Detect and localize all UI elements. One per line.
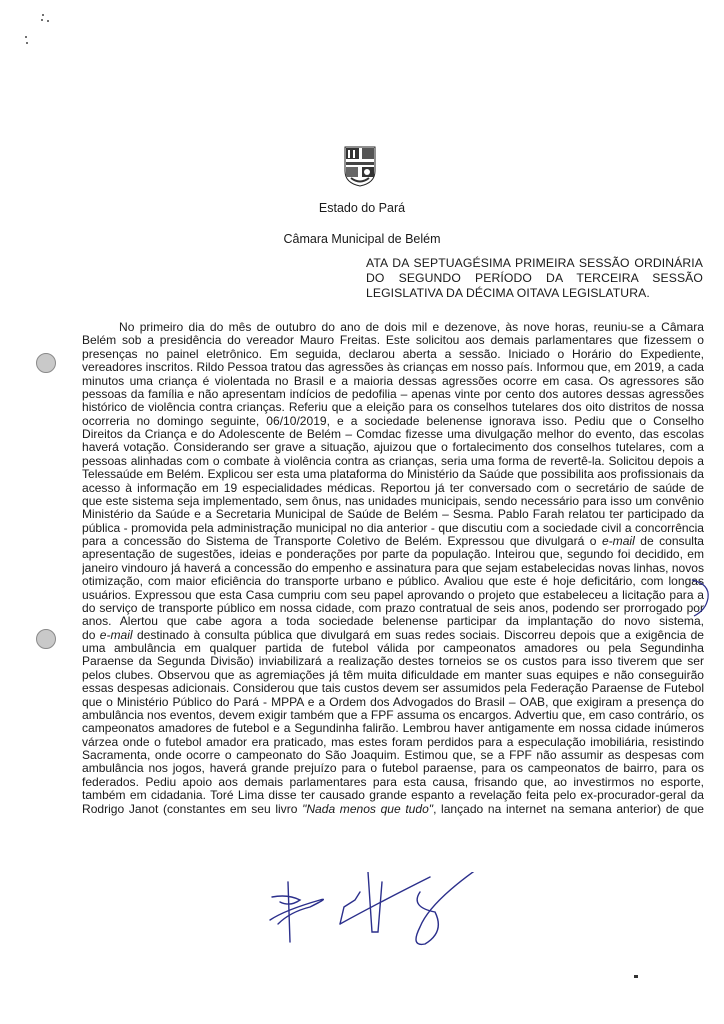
body-line: Rodrigo Janot (constantes em seu livro "Nada menos que tudo", lançado na internet na semana anterior) de que: [82, 802, 704, 816]
body-line: pública - promovida pela administração municipal no dia anterior - que discutiu com a sociedade civil a concorrência: [82, 521, 704, 535]
body-line: Telessaúde em Belém. Explicou ser esta uma plataforma do Ministério da Saúde que possibilita aos profissionais da: [82, 468, 704, 482]
body-line: para a concessão do Sistema de Transporte Coletivo de Belém. Expressou que divulgará o e-mail de consulta: [82, 535, 704, 548]
body-line: Paraense da Segunda Divisão) inviabilizará a realização destes torneios se os custos para isso tiverem que ser: [82, 655, 704, 669]
punch-hole: [36, 353, 56, 373]
body-line: presenças no painel eletrônico. Em seguida, declarou aberta a sessão. Iniciado o Horário do Expediente,: [82, 347, 704, 361]
body-line: Belém sob a presidência do vereador Mauro Freitas. Este solicitou aos demais parlamentares que fizessem o: [82, 334, 704, 348]
body-line: essas despesas adicionais. Considerou que tais custos devem ser assumidos pela Federação Paraense de Futebol: [82, 682, 704, 696]
body-line: haverá votação. Considerando ser grave a situação, ajuizou que o fortalecimento dos conselhos tutelares, com a: [82, 441, 704, 455]
body-line: ocorreria no domingo seguinte, 06/10/2019, e a sociedade belenense ignorava isso. Pediu que o Conselho: [82, 414, 704, 428]
coat-of-arms-icon: [343, 145, 377, 187]
body-line: Sacramenta, onde ocorre o campeonato do São Joaquim. Estimou que, se a FPF não assumir as despesas com: [82, 749, 704, 762]
body-line: acesso à informação em 19 especialidades médicas. Reportou já ter conversado com o secretário de saúde de: [82, 481, 704, 495]
body-line: pessoas alinhadas com o combate à violência contra as crianças, seria uma forma de revertê-la. Solicitou depois a: [82, 454, 704, 468]
body-line: janeiro vindouro já haverá a concessão do empenho e assinatura para que sejam estabelecidas novas linhas, novos: [82, 561, 704, 575]
chamber-name: Câmara Municipal de Belém: [283, 232, 441, 246]
minutes-body: [82, 321, 704, 816]
body-line: do e-mail destinado à consulta pública que divulgará em suas redes sociais. Discorreu depois que a exigência de: [82, 628, 704, 642]
document-title: [366, 256, 703, 302]
body-line: uma ambulância em qualquer partida de futebol válida por campeonatos amadores ou pela Segundinha: [82, 642, 704, 655]
body-line: otimização, com maior eficiência do transporte urbano e público. Avaliou que este é hoje deficitário, com longas: [82, 575, 704, 589]
body-line: anos. Alertou que cabe agora a toda sociedade belenense participar da implantação do novo sistema,: [82, 615, 704, 629]
body-line: pessoas da família e não apresentam indícios de pedofilia – apenas vinte por cento dos autores dessas agressões: [82, 387, 704, 401]
body-line: federados. Pediu apoio aos demais parlamentares para esta causa, frisando que, ao investirmos no esporte,: [82, 775, 704, 789]
body-line: vereadores inscritos. Rildo Pessoa tratou das agressões às crianças em nosso país. Informou que, em 2019, a cada: [82, 361, 704, 375]
state-name: Estado do Pará: [318, 201, 406, 215]
body-line: minutos uma criança é violentada no Brasil e a maioria dessas agressões ocorre em casa. Os agressores são: [82, 374, 704, 388]
body-line: No primeiro dia do mês de outubro do ano de dois mil e dezenove, às nove horas, reuniu-se a Câmara: [119, 321, 704, 334]
punch-hole: [36, 629, 56, 649]
title-line: DO SEGUNDO PERÍODO DA TERCEIRA SESSÃO: [366, 271, 703, 286]
body-line: que este sistema seja implementado, sem ônus, nas unidades municipais, sendo necessário para isso um convênio: [82, 494, 704, 508]
body-line: que o Ministério Público do Pará - MPPA e a Ordem dos Advogados do Brasil – OAB, que exigiram a presença do: [82, 695, 704, 709]
body-line: ambulância nos jogos, haverá grande prejuízo para o futebol paraense, para os campeonatos de bairro, para os: [82, 762, 704, 776]
body-line: usuários. Expressou que esta Casa cumpriu com seu papel aprovando o projeto que estabeleceu a licitação para a: [82, 588, 704, 602]
title-line: LEGISLATIVA DA DÉCIMA OITAVA LEGISLATURA.: [366, 286, 650, 301]
body-line: histórico de violência contra crianças. Referiu que a eleição para os conselhos tutelares dos oito distritos de nossa: [82, 401, 704, 415]
body-line: do serviço de transporte público em nossa cidade, com prazo contratual de seis anos, podendo ser prorrogado por: [82, 601, 704, 615]
body-line: pelos clubes. Observou que as agremiações já têm muita dificuldade em manter suas equipes e não conseguirão: [82, 668, 704, 682]
scan-specks: [20, 10, 50, 40]
body-line: Direitos da Criança e do Adolescente de Belém – Comdac fizesse uma divulgação melhor do evento, das escolas: [82, 428, 704, 441]
title-line: ATA DA SEPTUAGÉSIMA PRIMEIRA SESSÃO ORDINÁRIA: [366, 256, 703, 270]
body-line: Ministério da Saúde e a Secretaria Municipal de Saúde de Belém – Sesma. Pablo Farah relatou ter participado da: [82, 508, 704, 522]
scan-speck: [634, 975, 638, 978]
body-line: ambulância nos eventos, devem exigir também que a FPF assuma os encargos. Advertiu que, em caso contrário, os: [82, 708, 704, 722]
body-line: várzea onde o futebol amador era praticado, mas estes foram perdidos para a especulação imobiliária, resistindo: [82, 735, 704, 749]
pen-mark-icon: [690, 578, 714, 618]
body-line: apresentação de sugestões, ideias e ponderações por parte da população. Inteirou que, segundo foi decidido, em: [82, 548, 704, 562]
signatures-icon: [260, 872, 480, 962]
body-line: também em cidadania. Toré Lima disse ter causado grande espanto a revelação feita pelo ex-procurador-geral da: [82, 789, 704, 803]
body-line: campeonatos amadores de futebol e a Segundinha falirão. Lembrou haver antigamente em nossa cidade inúmeros: [82, 722, 704, 736]
